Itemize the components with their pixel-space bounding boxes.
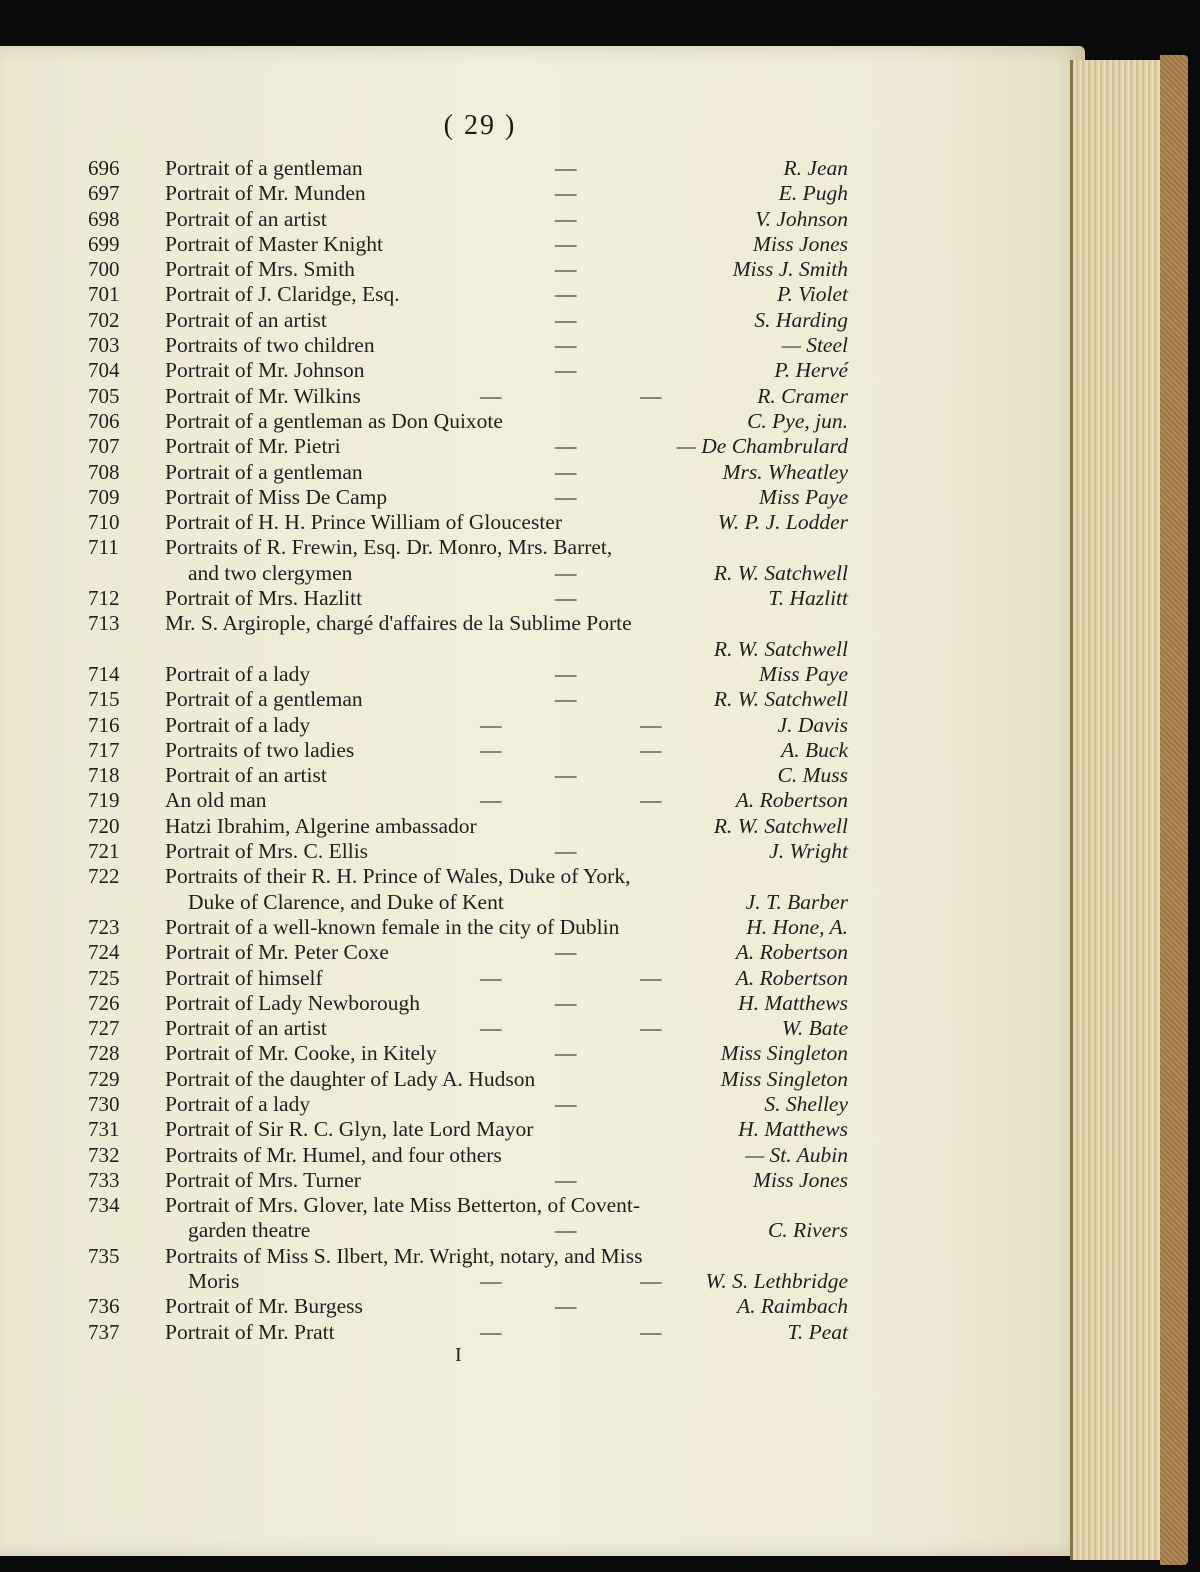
- signature-mark: I: [455, 1344, 462, 1366]
- catalogue-entry: [0, 586, 1080, 611]
- catalogue-entry: [0, 434, 1080, 459]
- entry-title: Portrait of himself: [165, 965, 323, 990]
- catalogue-entry: [0, 1244, 1080, 1295]
- entry-number: 709: [88, 484, 120, 509]
- entry-artist: Mrs. Wheatley: [722, 459, 848, 484]
- entry-title: Portrait of Mr. Peter Coxe: [165, 940, 389, 965]
- leader-dash: —: [555, 839, 577, 864]
- entry-artist: P. Violet: [777, 282, 848, 307]
- entry-title: Portrait of Mr. Cooke, in Kitely: [165, 1041, 437, 1066]
- leader-dash: —: [480, 712, 502, 737]
- entry-artist: P. Hervé: [774, 358, 848, 383]
- catalogue-entry: [0, 763, 1080, 788]
- entry-number: 707: [88, 434, 120, 459]
- leader-dash: —: [555, 307, 577, 332]
- catalogue-entry: [0, 1294, 1080, 1319]
- entry-number: 703: [88, 333, 120, 358]
- entry-number: 729: [88, 1066, 120, 1091]
- leader-dash: —: [640, 1016, 662, 1041]
- entry-number: 720: [88, 813, 120, 838]
- entry-artist: J. Wright: [769, 839, 848, 864]
- entry-title: Portrait of H. H. Prince William of Gloucester: [165, 510, 562, 535]
- catalogue-entry: [0, 839, 1080, 864]
- entry-title: Portrait of a gentleman: [165, 156, 363, 180]
- entry-title: Portraits of R. Frewin, Esq. Dr. Monro, Mrs. Barret,: [165, 535, 613, 560]
- entry-title-continuation: Moris: [188, 1269, 240, 1294]
- entry-number: 719: [88, 788, 120, 813]
- catalogue-entry: [0, 788, 1080, 813]
- entry-number: 697: [88, 181, 120, 206]
- leader-dash: —: [480, 383, 502, 408]
- leader-dash: —: [555, 156, 577, 180]
- leader-dash: —: [480, 965, 502, 990]
- entry-title: Portrait of Miss De Camp: [165, 484, 388, 509]
- entry-title: Portrait of Mr. Munden: [165, 181, 366, 206]
- entry-artist: — Steel: [781, 333, 848, 358]
- catalogue-entry: [0, 738, 1080, 763]
- leader-dash: —: [555, 333, 577, 358]
- entry-number: 723: [88, 914, 120, 939]
- entry-artist: H. Hone, A.: [746, 914, 848, 939]
- leader-dash: —: [640, 737, 662, 762]
- entry-number: 724: [88, 940, 120, 965]
- entry-number: 715: [88, 687, 120, 712]
- entry-artist: R. W. Satchwell: [713, 813, 848, 838]
- catalogue-entry: [0, 991, 1080, 1016]
- leader-dash: —: [555, 358, 577, 383]
- entry-artist: E. Pugh: [778, 181, 848, 206]
- leader-dash: —: [555, 459, 577, 484]
- entry-artist: R. Jean: [783, 156, 848, 180]
- entry-title: Portrait of Mrs. C. Ellis: [165, 839, 369, 864]
- entry-title: Portraits of their R. H. Prince of Wales, Duke of York,: [165, 864, 631, 889]
- entry-artist: H. Matthews: [738, 990, 848, 1015]
- entry-number: 735: [88, 1243, 120, 1268]
- entry-number: 700: [88, 257, 120, 282]
- catalogue-entry: [0, 1092, 1080, 1117]
- entry-artist: S. Shelley: [764, 1091, 848, 1116]
- entry-title: Portrait of Lady Newborough: [165, 990, 420, 1015]
- entry-number: 713: [88, 611, 120, 636]
- entry-artist: — De Chambrulard: [676, 434, 848, 459]
- entry-number: 712: [88, 586, 120, 611]
- leader-dash: —: [555, 1041, 577, 1066]
- entry-number: 704: [88, 358, 120, 383]
- entry-number: 714: [88, 661, 120, 686]
- catalogue-entry: [0, 207, 1080, 232]
- leader-dash: —: [555, 687, 577, 712]
- leader-dash: —: [555, 484, 577, 509]
- entry-artist: C. Muss: [777, 763, 848, 788]
- catalogue-entry: [0, 940, 1080, 965]
- entry-artist: Miss Jones: [753, 1167, 848, 1192]
- entry-artist: Miss Jones: [753, 231, 848, 256]
- entry-number: 727: [88, 1016, 120, 1041]
- catalogue-entry: [0, 535, 1080, 586]
- entry-number: 731: [88, 1117, 120, 1142]
- entry-title: Portrait of Sir R. C. Glyn, late Lord Mayor: [165, 1117, 534, 1142]
- entry-artist: W. S. Lethbridge: [705, 1269, 848, 1294]
- entry-number: 711: [88, 535, 119, 560]
- entry-title: Portrait of a lady: [165, 712, 311, 737]
- entry-artist: S. Harding: [754, 307, 848, 332]
- entry-title: Portrait of Mr. Pratt: [165, 1319, 335, 1344]
- entry-title: Portrait of a gentleman: [165, 459, 363, 484]
- catalogue-entry: [0, 814, 1080, 839]
- leader-dash: —: [640, 712, 662, 737]
- entry-title: Portrait of Mr. Pietri: [165, 434, 341, 459]
- leader-dash: —: [555, 1218, 577, 1243]
- leader-dash: —: [555, 434, 577, 459]
- entry-title: An old man: [165, 788, 267, 813]
- catalogue-entry: [0, 257, 1080, 282]
- catalogue-entry: [0, 282, 1080, 307]
- catalogue-entry: [0, 687, 1080, 712]
- catalogue-entry: [0, 1193, 1080, 1244]
- leader-dash: —: [555, 257, 577, 282]
- catalogue-entry: [0, 1067, 1080, 1092]
- entry-title: Portraits of Mr. Humel, and four others: [165, 1142, 502, 1167]
- catalogue-entry: [0, 485, 1080, 510]
- catalogue-entry: [0, 864, 1080, 915]
- entry-artist: A. Robertson: [735, 940, 848, 965]
- entry-title: Portrait of a lady: [165, 661, 311, 686]
- entry-artist: R. W. Satchwell: [713, 687, 848, 712]
- catalogue-entry: [0, 384, 1080, 409]
- entry-number: 702: [88, 307, 120, 332]
- entry-number: 698: [88, 206, 120, 231]
- entry-number: 708: [88, 459, 120, 484]
- entry-title: Portrait of Master Knight: [165, 231, 383, 256]
- entry-number: 718: [88, 763, 120, 788]
- entry-artist: V. Johnson: [755, 206, 848, 231]
- catalogue-entries: [0, 156, 1080, 1345]
- entry-number: 699: [88, 231, 120, 256]
- entry-title: Portraits of two children: [165, 333, 375, 358]
- leader-dash: —: [555, 181, 577, 206]
- entry-number: 726: [88, 990, 120, 1015]
- entry-title-continuation: Duke of Clarence, and Duke of Kent: [188, 889, 504, 914]
- page-number: ( 29 ): [443, 110, 517, 141]
- entry-number: 733: [88, 1167, 120, 1192]
- catalogue-entry: [0, 611, 1080, 662]
- catalogue-entry: [0, 409, 1080, 434]
- entry-title: Portrait of an artist: [165, 206, 327, 231]
- entry-title: Portrait of an artist: [165, 1016, 327, 1041]
- entry-artist: W. Bate: [781, 1016, 848, 1041]
- catalogue-entry: [0, 1320, 1080, 1345]
- entry-title: Portrait of an artist: [165, 307, 327, 332]
- entry-title: Portrait of Mr. Johnson: [165, 358, 365, 383]
- leader-dash: —: [480, 1269, 502, 1294]
- entry-artist: W. P. J. Lodder: [717, 510, 848, 535]
- catalogue-entry: [0, 1041, 1080, 1066]
- entry-artist: Miss Paye: [759, 484, 848, 509]
- book-cover-edge: [1160, 55, 1188, 1565]
- catalogue-entry: [0, 358, 1080, 383]
- entry-number: 717: [88, 737, 120, 762]
- leader-dash: —: [555, 940, 577, 965]
- leader-dash: —: [555, 1167, 577, 1192]
- entry-number: 730: [88, 1091, 120, 1116]
- entry-number: 705: [88, 383, 120, 408]
- entry-artist: A. Robertson: [735, 965, 848, 990]
- leader-dash: —: [480, 788, 502, 813]
- entry-artist: A. Raimbach: [736, 1294, 848, 1319]
- leader-dash: —: [480, 737, 502, 762]
- entry-artist: Miss J. Smith: [732, 257, 848, 282]
- entry-number: 728: [88, 1041, 120, 1066]
- entry-title: Portrait of the daughter of Lady A. Hudson: [165, 1066, 536, 1091]
- entry-number: 710: [88, 510, 120, 535]
- entry-number: 701: [88, 282, 120, 307]
- entry-artist: A. Robertson: [735, 788, 848, 813]
- entry-artist: J. T. Barber: [745, 889, 848, 914]
- entry-title: Portrait of Mrs. Hazlitt: [165, 586, 363, 611]
- entry-number: 716: [88, 712, 120, 737]
- catalogue-entry: [0, 333, 1080, 358]
- entry-title: Portrait of Mrs. Smith: [165, 257, 355, 282]
- catalogue-entry: [0, 181, 1080, 206]
- leader-dash: —: [555, 586, 577, 611]
- entry-artist: Miss Singleton: [720, 1041, 848, 1066]
- catalogue-entry: [0, 1016, 1080, 1041]
- leader-dash: —: [555, 560, 577, 585]
- entry-title: Portrait of J. Claridge, Esq.: [165, 282, 400, 307]
- leader-dash: —: [555, 282, 577, 307]
- entry-artist: Miss Singleton: [720, 1066, 848, 1091]
- entry-title: Portrait of Mrs. Glover, late Miss Betterton, of Covent-: [165, 1193, 641, 1218]
- entry-title: Portrait of an artist: [165, 763, 327, 788]
- entry-number: 696: [88, 156, 120, 180]
- entry-artist: C. Pye, jun.: [747, 408, 848, 433]
- entry-artist: T. Hazlitt: [768, 586, 848, 611]
- leader-dash: —: [640, 965, 662, 990]
- entry-artist: R. W. Satchwell: [713, 636, 848, 661]
- entry-number: 725: [88, 965, 120, 990]
- entry-title: Portrait of a gentleman as Don Quixote: [165, 408, 503, 433]
- entry-artist: T. Peat: [787, 1319, 848, 1344]
- leader-dash: —: [555, 763, 577, 788]
- entry-artist: J. Davis: [777, 712, 848, 737]
- leader-dash: —: [555, 661, 577, 686]
- entry-artist: H. Matthews: [738, 1117, 848, 1142]
- leader-dash: —: [480, 1319, 502, 1344]
- entry-artist: Miss Paye: [759, 661, 848, 686]
- entry-artist: R. Cramer: [757, 383, 848, 408]
- entry-title: Portrait of Mrs. Turner: [165, 1167, 361, 1192]
- leader-dash: —: [555, 1294, 577, 1319]
- catalogue-entry: [0, 232, 1080, 257]
- entry-artist: A. Buck: [781, 737, 848, 762]
- entry-title: Portrait of a lady: [165, 1091, 311, 1116]
- leader-dash: —: [555, 990, 577, 1015]
- entry-title-continuation: and two clergymen: [188, 560, 353, 585]
- entry-artist: C. Rivers: [767, 1218, 848, 1243]
- catalogue-entry: [0, 1143, 1080, 1168]
- leader-dash: —: [555, 206, 577, 231]
- entry-title: Portrait of a gentleman: [165, 687, 363, 712]
- catalogue-entry: [0, 1117, 1080, 1142]
- entry-number: 721: [88, 839, 120, 864]
- catalogue-entry: [0, 1168, 1080, 1193]
- entry-artist: — St. Aubin: [745, 1142, 848, 1167]
- entry-title: Portrait of Mr. Wilkins: [165, 383, 361, 408]
- leader-dash: —: [640, 788, 662, 813]
- leader-dash: —: [640, 1269, 662, 1294]
- entry-title: Portraits of two ladies: [165, 737, 355, 762]
- entry-title: Portrait of a well-known female in the city of Dublin: [165, 914, 620, 939]
- catalogue-entry: [0, 460, 1080, 485]
- leader-dash: —: [555, 1091, 577, 1116]
- catalogue-entry: [0, 308, 1080, 333]
- entry-number: 732: [88, 1142, 120, 1167]
- catalogue-entry: [0, 510, 1080, 535]
- leader-dash: —: [640, 1319, 662, 1344]
- catalogue-entry: [0, 966, 1080, 991]
- leader-dash: —: [640, 383, 662, 408]
- entry-title: Portrait of Mr. Burgess: [165, 1294, 363, 1319]
- entry-title-continuation: garden theatre: [188, 1218, 311, 1243]
- entry-title: Mr. S. Argirople, chargé d'affaires de la Sublime Porte: [165, 611, 632, 636]
- entry-number: 737: [88, 1319, 120, 1344]
- catalogue-entry: [0, 156, 1080, 181]
- catalogue-entry: [0, 915, 1080, 940]
- leader-dash: —: [480, 1016, 502, 1041]
- entry-number: 706: [88, 408, 120, 433]
- catalogue-entry: [0, 662, 1080, 687]
- entry-number: 734: [88, 1193, 120, 1218]
- entry-artist: R. W. Satchwell: [713, 560, 848, 585]
- leader-dash: —: [555, 231, 577, 256]
- entry-number: 722: [88, 864, 120, 889]
- entry-title: Portraits of Miss S. Ilbert, Mr. Wright, notary, and Miss: [165, 1243, 643, 1268]
- entry-title: Hatzi Ibrahim, Algerine ambassador: [165, 813, 477, 838]
- entry-number: 736: [88, 1294, 120, 1319]
- catalogue-entry: [0, 713, 1080, 738]
